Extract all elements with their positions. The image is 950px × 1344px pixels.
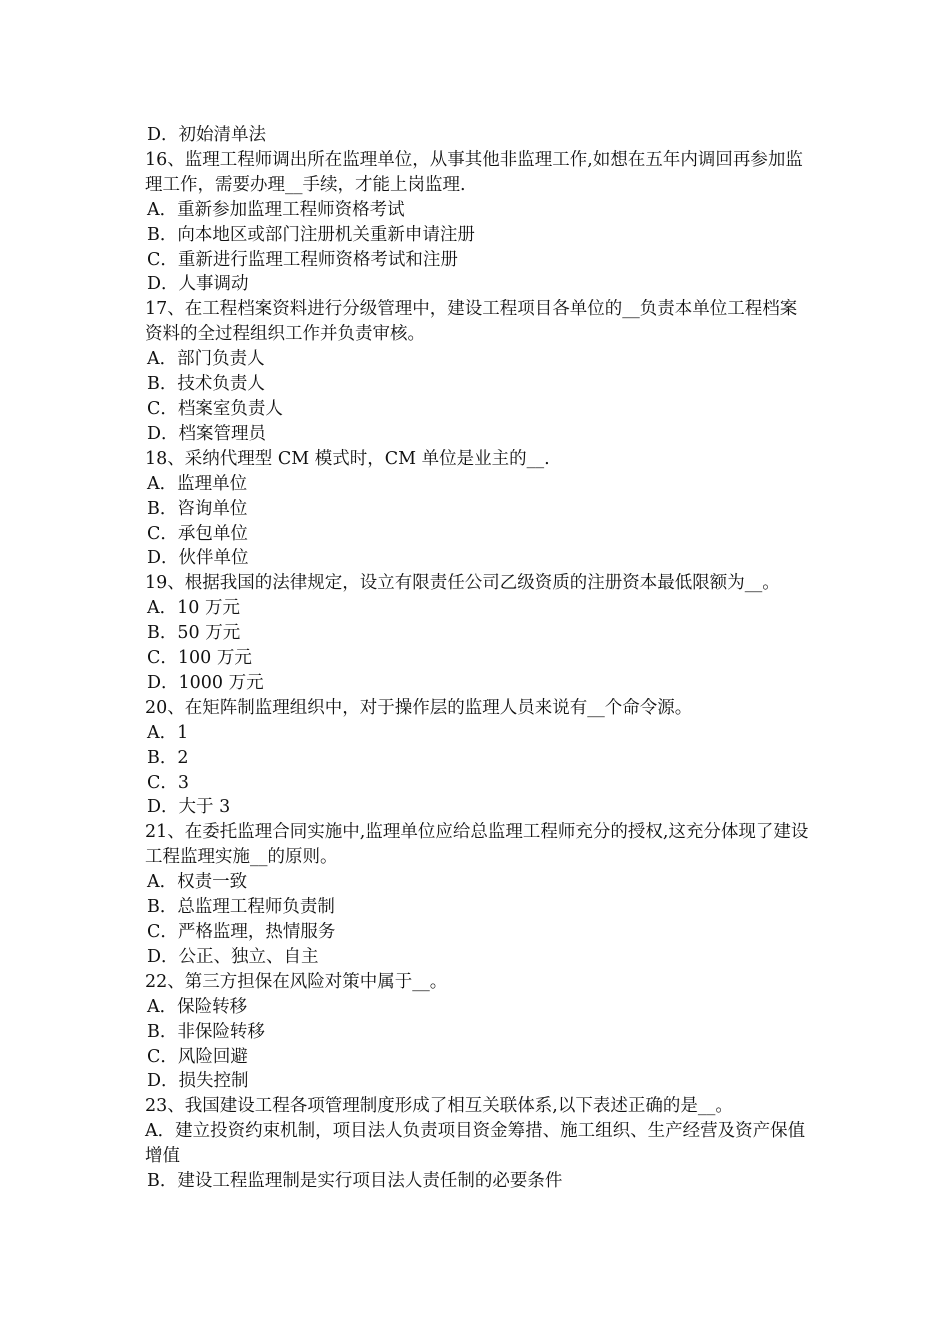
- answer-option: D．伙伴单位: [147, 548, 249, 569]
- question-text: 17、在工程档案资料进行分级管理中，建设工程项目各单位的__负责本单位工程档案资料的全过程组织工作并负责审核。: [145, 299, 798, 345]
- answer-option: C．严格监理，热情服务: [147, 922, 336, 942]
- answer-option: A．1: [147, 722, 189, 743]
- answer-option: B．2: [147, 747, 189, 768]
- answer-option: A．重新参加监理工程师资格考试: [147, 199, 405, 220]
- question-text: 20、在矩阵制监理组织中，对于操作层的监理人员来说有__个命令源。: [145, 697, 693, 718]
- question-text: 19、根据我国的法律规定，设立有限责任公司乙级资质的注册资本最低限额为__。: [145, 573, 780, 594]
- question-text: A．建立投资约束机制，项目法人负责项目资金筹措、施工组织、生产经营及资产保值增值: [145, 1121, 806, 1167]
- question-text: 23、我国建设工程各项管理制度形成了相互关联体系,以下表述正确的是__。: [145, 1096, 733, 1117]
- answer-option: D．初始清单法: [147, 125, 267, 145]
- answer-option: D．1000 万元: [147, 672, 264, 693]
- question-text: 16、监理工程师调出所在监理单位，从事其他非监理工作,如想在五年内调回再参加监理工作，需要办理__手续，才能上岗监理.: [145, 149, 803, 195]
- answer-option: A．保险转移: [147, 996, 248, 1017]
- answer-option: D．大于 3: [147, 797, 231, 818]
- answer-option: C．重新进行监理工程师资格考试和注册: [147, 249, 458, 270]
- answer-option: B．建设工程监理制是实行项目法人责任制的必要条件: [147, 1171, 563, 1192]
- answer-option: B．非保险转移: [147, 1021, 265, 1042]
- answer-option: D．人事调动: [147, 274, 249, 295]
- answer-option: D．档案管理员: [147, 423, 267, 444]
- question-text: 21、在委托监理合同实施中,监理单位应给总监理工程师充分的授权,这充分体现了建设工程监理实施__的原则。: [145, 822, 809, 868]
- answer-option: A．10 万元: [147, 598, 240, 619]
- question-text: 18、采纳代理型 CM 模式时，CM 单位是业主的__.: [145, 448, 550, 469]
- answer-option: C．档案室负责人: [147, 398, 283, 419]
- answer-option: B．向本地区或部门注册机关重新申请注册: [147, 224, 475, 245]
- answer-option: C．承包单位: [147, 523, 248, 544]
- answer-option: B．50 万元: [147, 623, 241, 644]
- answer-option: C．100 万元: [147, 648, 252, 669]
- answer-option: B．总监理工程师负责制: [147, 897, 335, 918]
- answer-option: A．监理单位: [147, 473, 248, 494]
- answer-option: C．风险回避: [147, 1046, 248, 1067]
- answer-option: C．3: [147, 772, 190, 793]
- answer-option: D．损失控制: [147, 1071, 249, 1092]
- answer-option: D．公正、独立、自主: [147, 946, 319, 967]
- question-text: 22、第三方担保在风险对策中属于__。: [145, 971, 448, 992]
- answer-option: A．权责一致: [147, 872, 248, 893]
- document-body: [145, 123, 810, 1194]
- answer-option: B．咨询单位: [147, 498, 248, 519]
- answer-option: A．部门负责人: [147, 349, 265, 370]
- answer-option: B．技术负责人: [147, 374, 265, 395]
